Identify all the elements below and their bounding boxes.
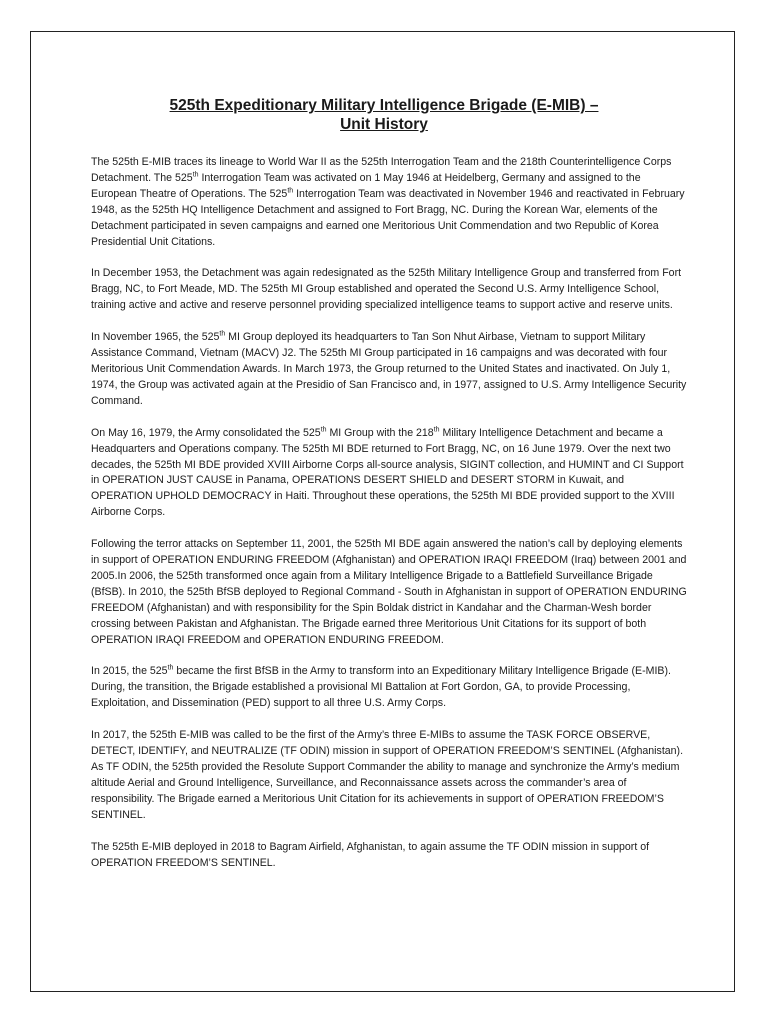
paragraph-3	[91, 330, 687, 410]
paragraph-2	[91, 266, 687, 314]
text-run: The 525th E-MIB traces its lineage to World War II as the 525th Interrogation Team and the 218th Counterintelligence Corps Detachment. The 525	[91, 156, 672, 184]
text-run: Military Intelligence Detachment and became a Headquarters and Operations company. The 525th MI BDE returned to Fort Bragg, NC, on 16 June 1979. Over the next two decades, the 525th MI BDE provided XVIII Airborne Corps all-source analysis, SIGINT collection, and HUMINT and CI Support in OPERATION JUST CAUSE in Panama, OPERATIONS DESERT SHIELD and DESERT STORM in Kuwait, and OPERATION UPHOLD DEMOCRACY in Haiti. Throughout these operations, the 525th MI BDE provided support to the XVIII Airborne Corps.	[91, 426, 684, 519]
paragraph-4	[91, 426, 687, 521]
paragraph-5	[91, 537, 687, 648]
ordinal-suffix: th	[287, 187, 294, 195]
text-run: In 2015, the 525	[91, 665, 168, 678]
text-run: Interrogation Team was deactivated in November 1946 and reactivated in February 1948, as the 525th HQ Intelligence Detachment and assigned to Fort Bragg, NC. During the Korean War, elements of the Detachment participated in seven campaigns and earned one Meritorious Unit Commendation and two Republic of Korea Presidential Unit Citations.	[91, 187, 685, 248]
ordinal-suffix: th	[167, 664, 174, 672]
document-title	[0, 96, 768, 134]
text-run: On May 16, 1979, the Army consolidated the 525	[91, 426, 321, 439]
document-body	[91, 155, 687, 887]
title-line-1: 525th Expeditionary Military Intelligence Brigade (E-MIB) –	[169, 97, 599, 114]
text-run: MI Group deployed its headquarters to Tan Son Nhut Airbase, Vietnam to support Military Assistance Command, Vietnam (MACV) J2. The 525th MI Group participated in 16 campaigns and was decorated with four Meritorious Unit Commendation Awards. In March 1973, the Group returned to the United States and inactivated. On July 1, 1974, the Group was activated again at the Presidio of San Francisco and, in 1977, assigned to U.S. Army Intelligence Security Command.	[91, 331, 687, 407]
text-run: Interrogation Team was activated on 1 May 1946 at Heidelberg, Germany and assigned to the European Theatre of Operations. The 525	[91, 171, 641, 200]
ordinal-suffix: th	[192, 171, 199, 179]
text-run: MI Group with the 218	[326, 426, 434, 439]
text-run: became the first BfSB in the Army to transform into an Expeditionary Military Intelligence Brigade (E-MIB). During, the transition, the Brigade established a provisional MI Battalion at Fort Gordon, GA, to provide Processing, Exploitation, and Dissemination (PED) support to all three U.S. Army Corps.	[91, 665, 671, 710]
text-run: The 525th E-MIB deployed in 2018 to Bagram Airfield, Afghanistan, to again assume the TF ODIN mission in support of OPERATION FREEDOM’S SENTINEL.	[91, 840, 650, 869]
paragraph-1	[91, 155, 687, 250]
paragraph-6	[91, 664, 687, 712]
ordinal-suffix: th	[219, 330, 226, 338]
ordinal-suffix: th	[320, 426, 327, 434]
text-run: In November 1965, the 525	[91, 331, 220, 344]
paragraph-7	[91, 728, 687, 823]
ordinal-suffix: th	[433, 426, 440, 434]
text-run: In December 1953, the Detachment was again redesignated as the 525th Military Intelligence Group and transferred from Fort Bragg, NC, to Fort Meade, MD. The 525th MI Group established and operated the Second U.S. Army Intelligence School, training active and active and reserve personnel providing specialized intelligence teams to support active and reserve units.	[91, 267, 682, 312]
text-run: In 2017, the 525th E-MIB was called to be the first of the Army’s three E-MIBs to assume the TASK FORCE OBSERVE, DETECT, IDENTIFY, and NEUTRALIZE (TF ODIN) mission in support of OPERATION FREEDOM’S SENTINEL (Afghanistan). As TF ODIN, the 525th provided the Resolute Support Commander the ability to manage and synchronize the Army’s medium altitude Aerial and Ground Intelligence, Surveillance, and Reconnaissance assets across the commander’s area of responsibility. The Brigade earned a Meritorious Unit Citation for its achievements in support of OPERATION FREEDOM’S SENTINEL.	[91, 729, 684, 821]
paragraph-8	[91, 840, 687, 872]
title-line-2: Unit History	[340, 116, 428, 133]
text-run: Following the terror attacks on September 11, 2001, the 525th MI BDE again answered the nation’s call by deploying elements in support of OPERATION ENDURING FREEDOM (Afghanistan) and OPERATION IRAQI FREEDOM (Iraq) between 2001 and 2005.In 2006, the 525th transformed once again from a Military Intelligence Brigade to a Battlefield Surveillance Brigade (BfSB). In 2010, the 525th BfSB deployed to Regional Command - South in Afghanistan in support of OPERATION ENDURING FREEDOM (Afghanistan) and with responsibility for the Spin Boldak district in Kandahar and the Charman-Wesh border crossing between Pakistan and Afghanistan. The Brigade earned three Meritorious Unit Citations for its support of both OPERATION IRAQI FREEDOM and OPERATION ENDURING FREEDOM.	[91, 538, 687, 646]
